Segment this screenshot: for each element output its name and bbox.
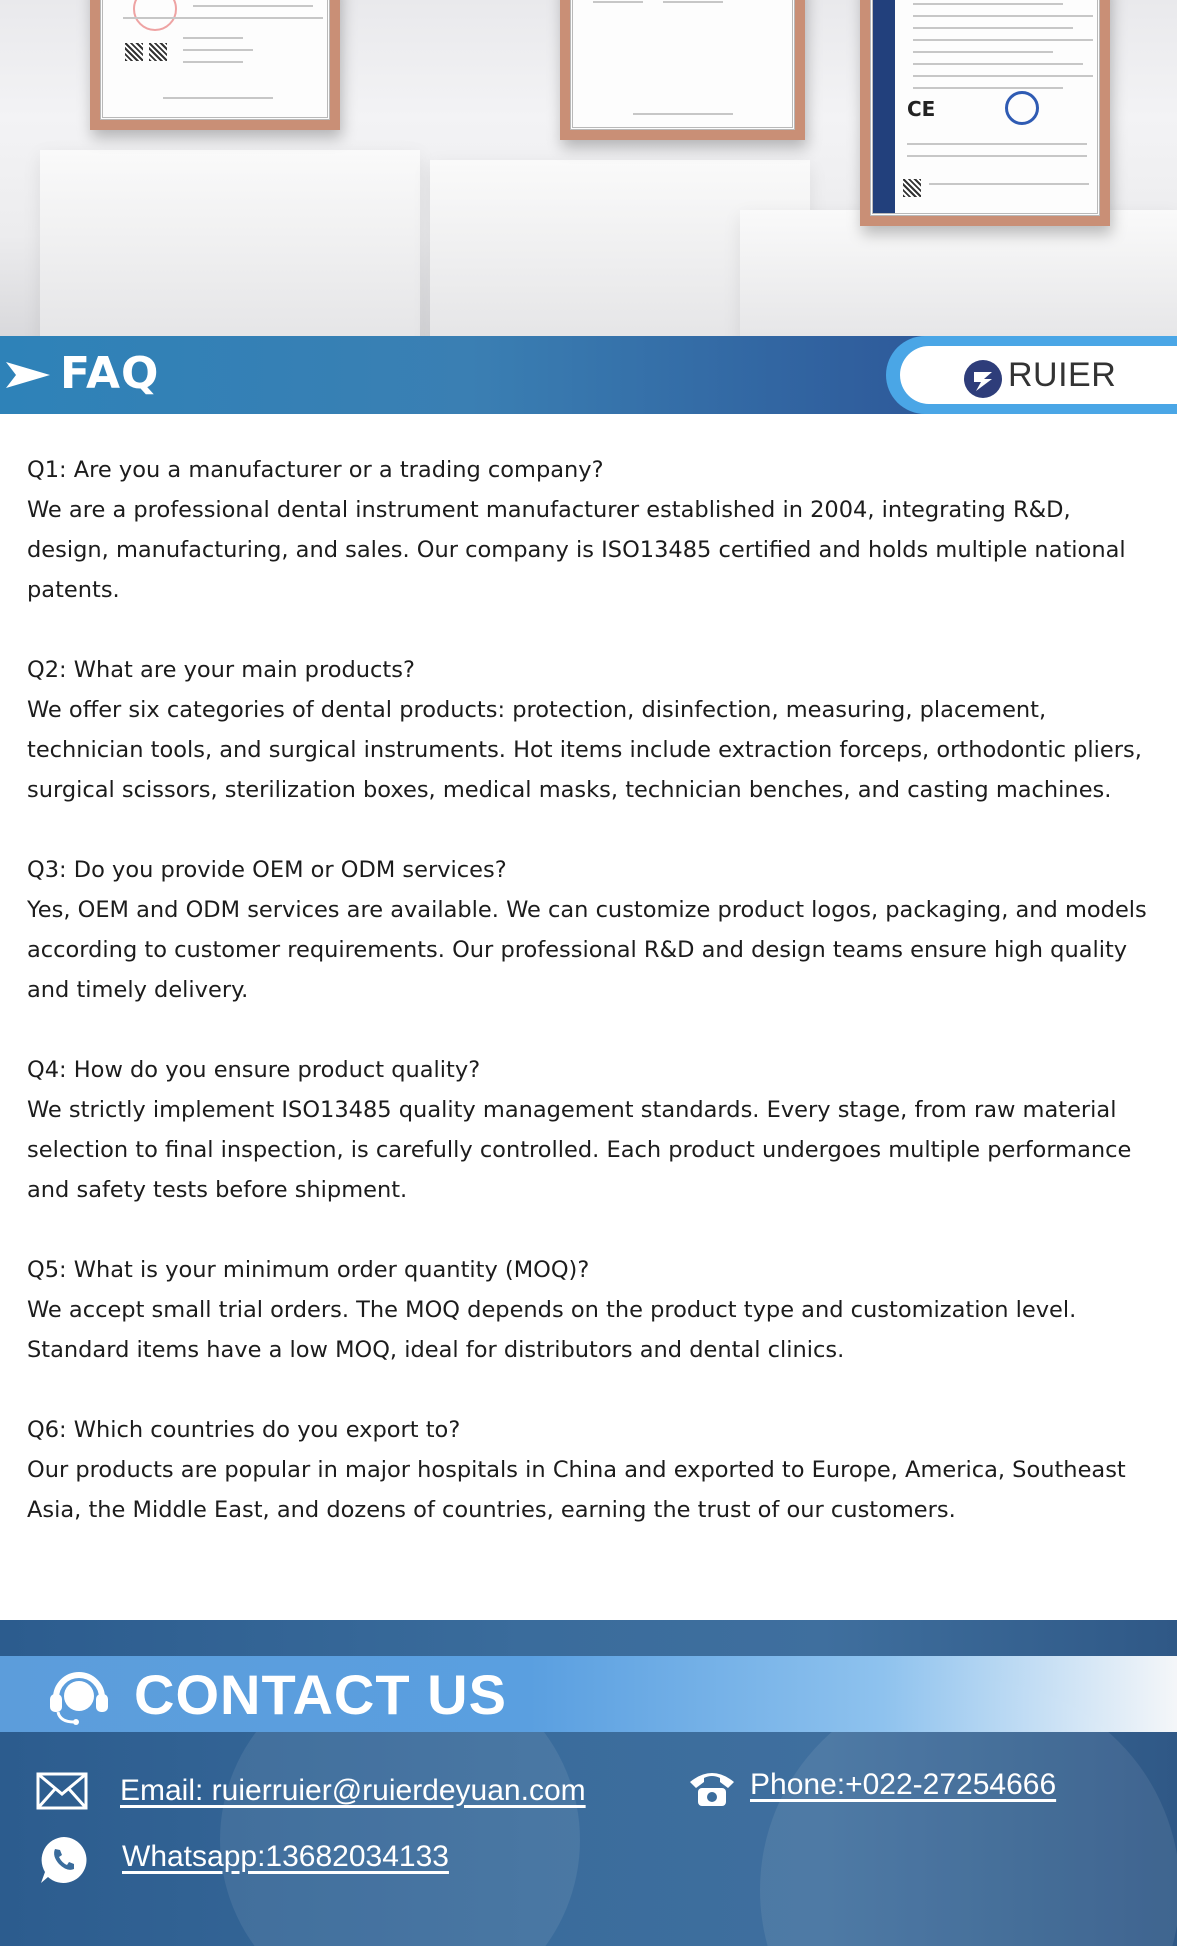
faq-answer: Yes, OEM and ODM services are available. We can customize product logos, packaging, and models according to customer requirements. Our professional R&D and design teams ensure high quality and timely delivery. — [27, 897, 1147, 1003]
certificate-frame-left — [90, 0, 340, 130]
faq-question: Q2: What are your main products? — [27, 657, 415, 683]
faq-answer: We accept small trial orders. The MOQ depends on the product type and customization level. Standard items have a low MOQ, ideal for distributors and dental clinics. — [27, 1297, 1077, 1363]
certificate-banner-image — [0, 0, 1177, 336]
ctb-seal — [1005, 91, 1039, 125]
ce-mark: CE — [907, 97, 936, 121]
faq-answer: We offer six categories of dental products: protection, disinfection, measuring, placement, technician tools, and surgical instruments. Hot items include extraction forceps, orthodontic pliers, surgical scissors, sterilization boxes, medical masks, technician benches, and casting machines. — [27, 697, 1142, 803]
faq-title: FAQ — [60, 348, 160, 399]
phone-link[interactable]: Phone:+022-27254666 — [750, 1768, 1057, 1801]
faq-answer: We are a professional dental instrument manufacturer established in 2004, integrating R&D, design, manufacturing, and sales. Our company is ISO13485 certified and holds multiple national patents. — [27, 497, 1126, 603]
faq-item — [27, 1410, 1157, 1530]
pedestal — [40, 150, 420, 336]
certificate-frame-middle — [560, 0, 805, 140]
faq-question: Q5: What is your minimum order quantity (MOQ)? — [27, 1257, 590, 1283]
contact-header-bar — [0, 1656, 1177, 1732]
arrow-icon — [6, 362, 50, 388]
contact-section — [0, 1620, 1177, 1946]
faq-item — [27, 1050, 1157, 1210]
brand-logo — [886, 336, 1177, 414]
faq-answer: Our products are popular in major hospitals in China and exported to Europe, America, Southeast Asia, the Middle East, and dozens of countries, earning the trust of our customers. — [27, 1457, 1126, 1523]
faq-header-bar — [0, 336, 1177, 414]
faq-question: Q3: Do you provide OEM or ODM services? — [27, 857, 507, 883]
faq-item — [27, 450, 1157, 610]
mail-icon — [36, 1772, 88, 1810]
faq-answer: We strictly implement ISO13485 quality management standards. Every stage, from raw material selection to final inspection, is carefully controlled. Each product undergoes multiple performance and safety tests before shipment. — [27, 1097, 1132, 1203]
brand-name: RUIER — [1008, 356, 1117, 394]
whatsapp-link[interactable]: Whatsapp:13682034133 — [122, 1840, 449, 1873]
faq-item — [27, 850, 1157, 1010]
pedestal — [740, 210, 1177, 336]
phone-icon — [688, 1768, 736, 1808]
faq-question: Q1: Are you a manufacturer or a trading company? — [27, 457, 604, 483]
certificate-frame-right — [860, 0, 1110, 226]
faq-item — [27, 1250, 1157, 1370]
faq-item — [27, 650, 1157, 810]
ruier-logo-icon — [962, 358, 1004, 400]
faq-question: Q6: Which countries do you export to? — [27, 1417, 461, 1443]
email-link[interactable]: Email: ruierruier@ruierdeyuan.com — [120, 1774, 586, 1807]
headset-icon — [46, 1664, 112, 1726]
contact-title: CONTACT US — [134, 1663, 507, 1726]
faq-question: Q4: How do you ensure product quality? — [27, 1057, 481, 1083]
faq-list — [27, 450, 1157, 1570]
whatsapp-icon — [38, 1834, 90, 1886]
